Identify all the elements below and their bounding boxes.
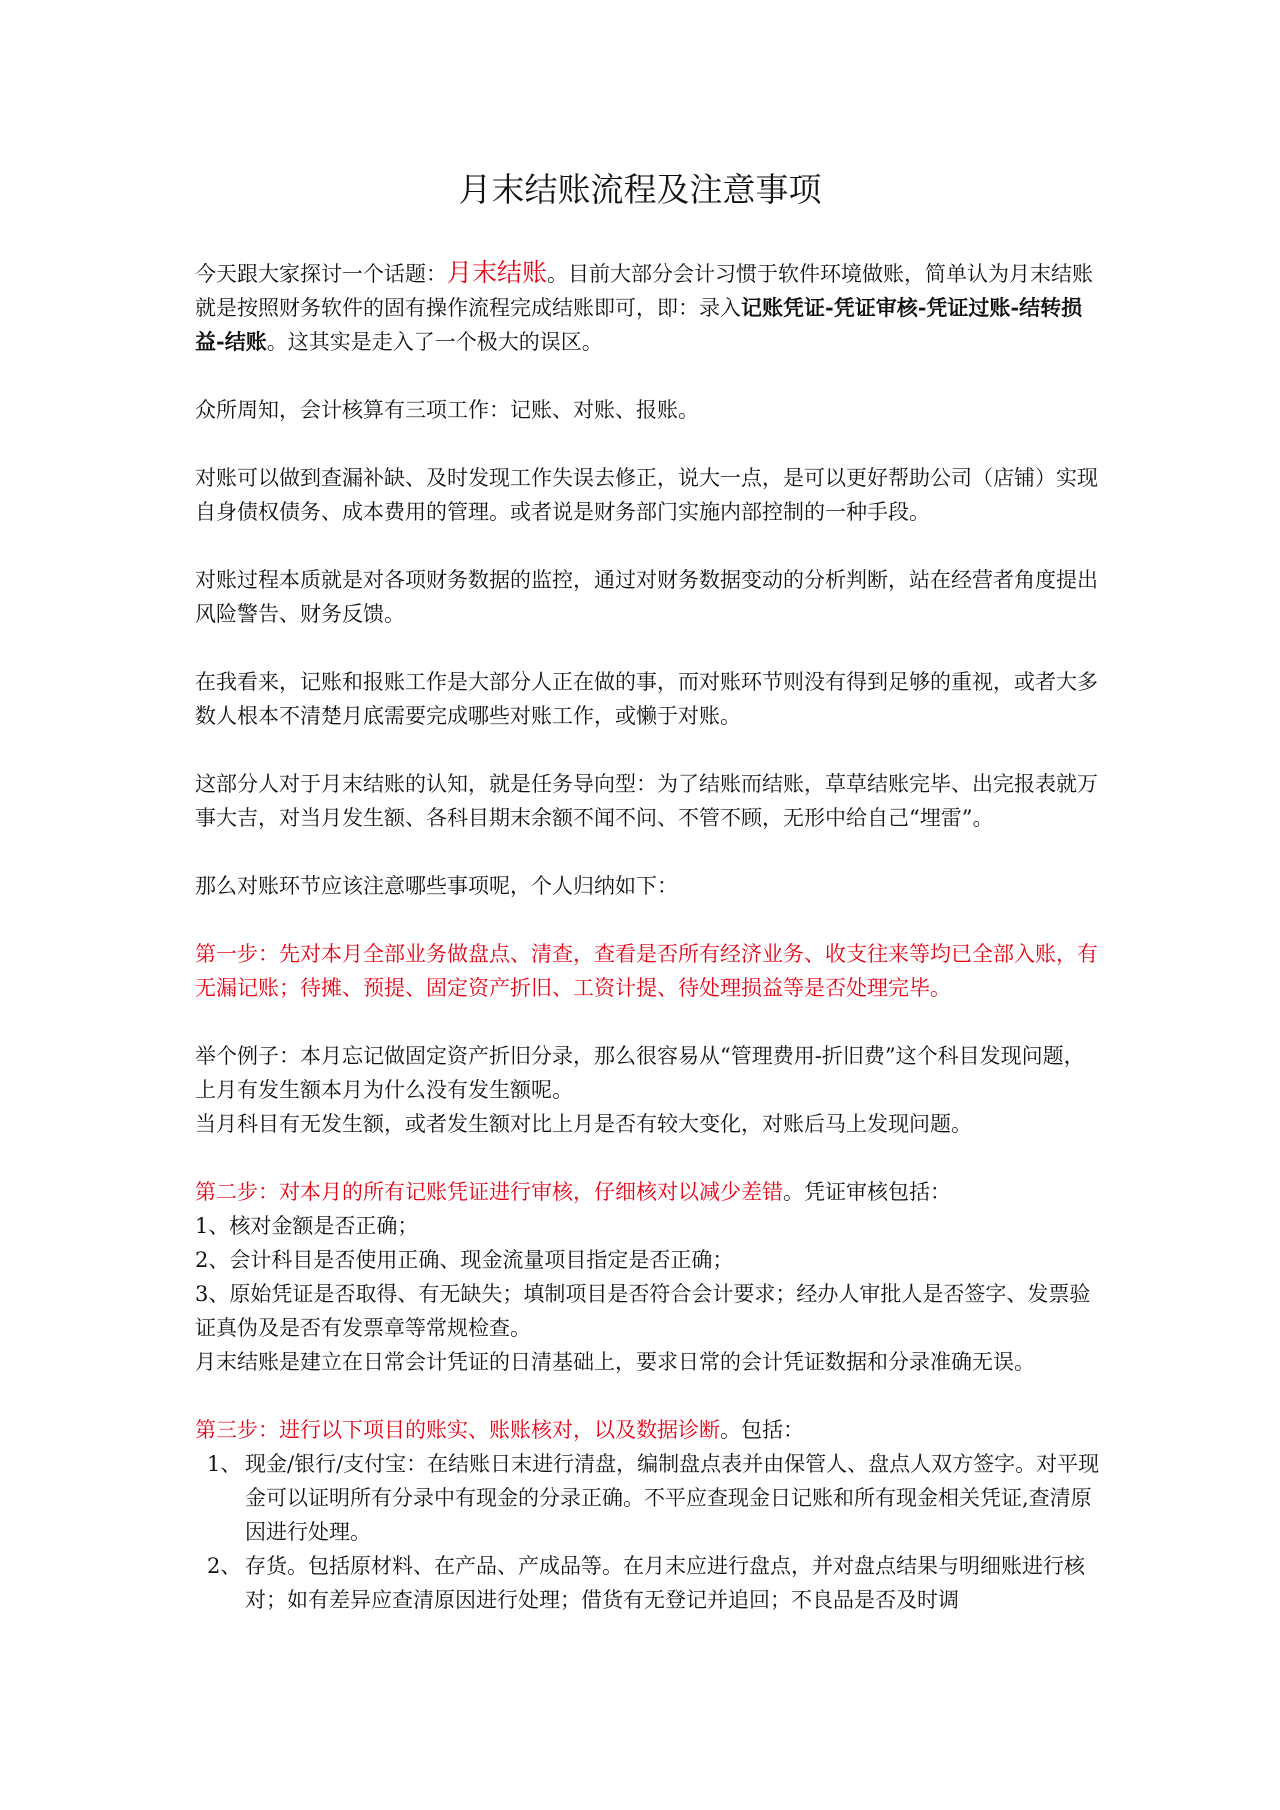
intro-text-a: 今天跟大家探讨一个话题：: [195, 262, 447, 286]
step-3-heading: [195, 1413, 1100, 1447]
intro-paragraph: [195, 256, 1100, 359]
intro-highlight: 月末结账: [447, 258, 548, 287]
example-line-1: 举个例子：本月忘记做固定资产折旧分录，那么很容易从“管理费用-折旧费”这个科目发现问题，上月有发生额本月为什么没有发生额呢。: [195, 1044, 1085, 1102]
intro-process: 记账凭证-凭证审核-凭证过账-结转损益-结账: [195, 295, 1083, 354]
example-line-2: 当月科目有无发生额，或者发生额对比上月是否有较大变化，对账后马上发现问题。: [195, 1112, 972, 1136]
paragraph-5: 在我看来，记账和报账工作是大部分人正在做的事，而对账环节则没有得到足够的重视，或者大多数人根本不清楚月底需要完成哪些对账工作，或懒于对账。: [195, 670, 1098, 728]
step-2-title: 第二步：对本月的所有记账凭证进行审核，仔细核对以减少差错: [195, 1180, 783, 1204]
step-2-item: 1、核对金额是否正确；: [195, 1214, 419, 1238]
step-2-rest: 。凭证审核包括：: [783, 1180, 951, 1204]
page-title: 月末结账流程及注意事项: [458, 170, 822, 209]
step-3-title: 第三步：进行以下项目的账实、账账核对，以及数据诊断: [195, 1418, 720, 1442]
list-item-number: 1、: [207, 1452, 242, 1476]
list-item-text: 现金/银行/支付宝：在结账日末进行清盘，编制盘点表并由保管人、盘点人双方签字。对平现金可以证明所有分录中有现金的分录正确。不平应查现金日记账和所有现金相关凭证,查清原因进行处理。: [245, 1452, 1100, 1544]
step-2-heading: [195, 1175, 1100, 1209]
paragraph-3: 对账可以做到查漏补缺、及时发现工作失误去修正，说大一点，是可以更好帮助公司（店铺）实现自身债权债务、成本费用的管理。或者说是财务部门实施内部控制的一种手段。: [195, 466, 1098, 524]
step-2-item: 2、会计科目是否使用正确、现金流量项目指定是否正确；: [195, 1248, 734, 1272]
step-2-note: 月末结账是建立在日常会计凭证的日清基础上，要求日常的会计凭证数据和分录准确无误。: [195, 1350, 1035, 1374]
step-3-list: [195, 1447, 1100, 1617]
step-3-rest: 。包括：: [720, 1418, 804, 1442]
list-item: [195, 1447, 1100, 1549]
intro-text-b: 。目前大部分会计习惯于软件环境做账，简单认为月末结账就是按照财务软件的固有操作流程完成结账即可，即：录入: [195, 262, 1094, 320]
paragraph-2: 众所周知，会计核算有三项工作：记账、对账、报账。: [195, 398, 699, 422]
step-1: 第一步：先对本月全部业务做盘点、清查，查看是否所有经济业务、收支往来等均已全部入账，有无漏记账；待摊、预提、固定资产折旧、工资计提、待处理损益等是否处理完毕。: [195, 942, 1098, 1000]
intro-text-d: 。这其实是走入了一个极大的误区。: [266, 330, 603, 354]
paragraph-7: 那么对账环节应该注意哪些事项呢，个人归纳如下：: [195, 874, 678, 898]
document-body: [195, 256, 1100, 1617]
paragraph-4: 对账过程本质就是对各项财务数据的监控，通过对财务数据变动的分析判断，站在经营者角度提出风险警告、财务反馈。: [195, 568, 1098, 626]
step-2-item: 3、原始凭证是否取得、有无缺失；填制项目是否符合会计要求；经办人审批人是否签字、发票验证真伪及是否有发票章等常规检查。: [195, 1282, 1091, 1340]
list-item: [195, 1549, 1100, 1617]
paragraph-6: 这部分人对于月末结账的认知，就是任务导向型：为了结账而结账，草草结账完毕、出完报表就万事大吉，对当月发生额、各科目期末余额不闻不问、不管不顾，无形中给自己“埋雷”。: [195, 772, 1098, 830]
list-item-text: 存货。包括原材料、在产品、产成品等。在月末应进行盘点，并对盘点结果与明细账进行核对；如有差异应查清原因进行处理；借货有无登记并追回；不良品是否及时调: [245, 1554, 1085, 1612]
list-item-number: 2、: [207, 1554, 242, 1578]
